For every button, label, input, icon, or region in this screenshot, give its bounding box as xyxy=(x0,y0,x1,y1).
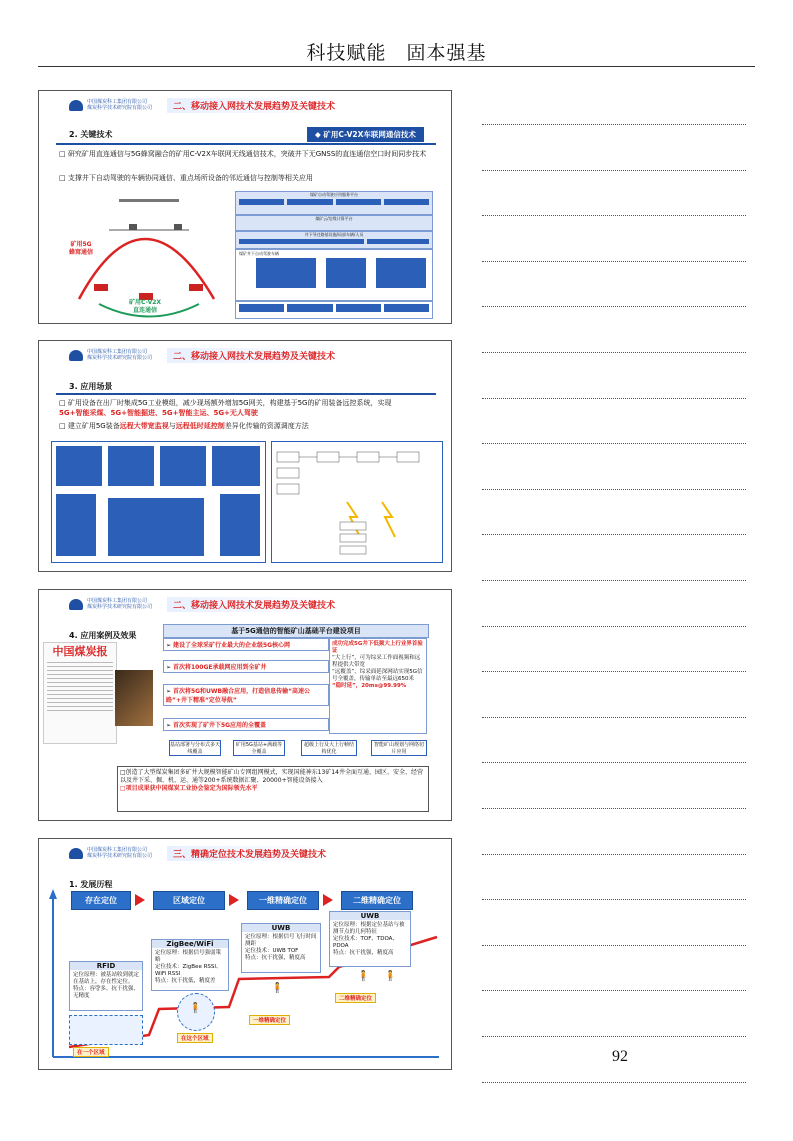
section-heading: 3. 应用场景 xyxy=(69,382,113,391)
bottom-box-3: 超级上行及大上行帧结构优化 xyxy=(301,740,357,756)
card-zigbee: ZigBee/WiFi 定位原理：根据信号强弱策略 定位技术：ZigBee RSSI、WiFi RSSI 特点：抗干扰低，精度差 xyxy=(151,939,229,991)
slide-title: 二、移动接入网技术发展趋势及关键技术 xyxy=(167,98,341,113)
bottom-box-4: 智能矿山规划与网络切片应用 xyxy=(371,740,427,756)
slide-3 xyxy=(38,589,452,821)
note-line xyxy=(482,580,746,581)
note-line xyxy=(482,306,746,307)
logo-name: 中国煤炭科工集团有限公司 xyxy=(87,99,148,105)
bottom-box-1: 基站部署与分布式多天线覆盖 xyxy=(170,742,221,755)
logo-subname: 煤炭科学技术研究院有限公司 xyxy=(87,853,153,859)
stage-4: 二维精确定位 xyxy=(341,891,413,910)
section-heading: 2. 关键技术 xyxy=(69,130,113,139)
note-line xyxy=(482,124,746,125)
stage-2: 区域定位 xyxy=(153,891,225,910)
arch-row-2: 煤矿云/边缘计算平台 xyxy=(235,215,433,231)
bullet-2: □ 建立矿用5G装备远程大带宽监视与远程低时延控制差异化传输的资源调度方法 xyxy=(59,422,309,430)
card-rfid: RFID 定位原理：被基站收到就定在基站上，存在性定位。 特点：容량多、抗干扰强、无精度 xyxy=(69,961,143,1011)
slide-title: 二、移动接入网技术发展趋势及关键技术 xyxy=(167,597,341,612)
logo-subname: 煤炭科学技术研究院有限公司 xyxy=(87,604,153,610)
arch-row-4: 煤矿井下自动驾驶车辆 xyxy=(235,249,433,301)
note-line xyxy=(482,398,746,399)
note-line xyxy=(482,899,746,900)
section-heading: 4. 应用案例及效果 xyxy=(69,631,137,640)
note-line xyxy=(482,626,746,627)
logo-name: 中国煤炭科工集团有限公司 xyxy=(87,598,148,604)
note-line xyxy=(482,489,746,490)
tag-3: 一维精确定位 xyxy=(249,1015,290,1025)
slide-logo xyxy=(69,598,152,610)
note-line xyxy=(482,352,746,353)
item-4: ➢ 首次实现了矿井下5G应用的全覆盖 xyxy=(163,718,329,731)
note-line xyxy=(482,990,746,991)
section-heading: 1. 发展历程 xyxy=(69,880,113,889)
bullet-1: □ 矿用设备在出厂时集成5G工业模组，减少现场额外增加5G网关，构建基于5G的矿用装备远控系统，实现 5G+智能采煤、5G+智能掘进、5G+智能主运、5G+无人驾驶 xyxy=(59,399,392,417)
note-line xyxy=(482,443,746,444)
item-2: ➢ 首次将100GE承载网应用到全矿井 xyxy=(163,660,329,673)
summary-box: □创造了大型煤炭集团多矿井大规模智能矿山专网组网模式，实现国能神东13矿14井全面互通、园区、安全、经营以及井下采、掘、机、运、通等200+系统数据汇聚、20000+智能设备接入 □项目成果获中国煤炭工业协会鉴定为国际领先水平 xyxy=(117,766,429,812)
logo-icon xyxy=(69,350,83,361)
system-diagram xyxy=(51,441,266,563)
slide-title: 三、精确定位技术发展趋势及关键技术 xyxy=(167,846,332,861)
bullet-2: □ 支撑井下自动驾驶的车辆协同通信、重点场所设备的邻近通信与控制等相关应用 xyxy=(59,174,313,182)
slide-1 xyxy=(38,90,452,324)
note-line xyxy=(482,671,746,672)
note-line xyxy=(482,717,746,718)
newspaper-masthead: 中国煤炭报 xyxy=(52,645,108,658)
slide-title: 二、移动接入网技术发展趋势及关键技术 xyxy=(167,348,341,363)
slide-4 xyxy=(38,838,452,1070)
logo-icon xyxy=(69,100,83,111)
note-line xyxy=(482,261,746,262)
divider xyxy=(56,143,436,145)
newspaper-clip xyxy=(43,642,117,744)
note-line xyxy=(482,534,746,535)
bullet-1: □ 研究矿用直连通信与5G蜂窝融合的矿用C-V2X车联网无线通信技术，突破井下无GNSS的直连通信空口时间同步技术 xyxy=(59,150,427,158)
note-line xyxy=(482,1082,746,1083)
card-uwb-2d: UWB 定位原理：根据定位基站与被测节点的几何特征 定位技术：TOF、TDOA、PDOA 特点：抗干扰强，精度高 xyxy=(329,911,411,967)
page-number: 92 xyxy=(612,1048,628,1065)
logo-name: 中国煤炭科工集团有限公司 xyxy=(87,349,148,355)
bottom-box-2: 矿用5G基站+满载等全覆盖 xyxy=(233,740,285,756)
note-line xyxy=(482,854,746,855)
tag-4: 二维精确定位 xyxy=(335,993,376,1003)
divider xyxy=(56,393,436,395)
person-icon: 🧍 xyxy=(357,971,370,982)
zone-rfid xyxy=(69,1015,143,1045)
right-panel: 成功完成5G井下低频大上行业界首验证 “大上行”，可为综采工作面视频和远程提供大带宽 “远覆盖”，综采面延深网站实现5G信号全覆盖，传输单站至最远650米 “稳时延”，20ms@99.99% xyxy=(329,638,427,734)
slide-logo xyxy=(69,99,152,111)
person-icon: 🧍 xyxy=(271,983,284,994)
header-rule xyxy=(38,66,755,67)
tag-2: 在这个区域 xyxy=(177,1033,213,1043)
item-1: ➢ 建设了全球采矿行业最大的企业级5G核心网 xyxy=(163,638,329,651)
note-line xyxy=(482,808,746,809)
logo-subname: 煤炭科学技术研究院有限公司 xyxy=(87,355,153,361)
arch-row-1: 煤矿自动驾驶应用服务平台 xyxy=(235,191,433,215)
mine-photo xyxy=(115,670,153,726)
note-line xyxy=(482,170,746,171)
project-title: 基于5G通信的智能矿山基础平台建设项目 xyxy=(163,624,429,638)
person-icon: 🧍 xyxy=(384,971,397,982)
person-icon: 🧍 xyxy=(189,1003,202,1014)
tag-1: 在一个区域 xyxy=(73,1047,109,1057)
stage-1: 存在定位 xyxy=(71,891,131,910)
item-3: ➢ 首次将5G和UWB融合应用，打造信息传输“高速公路”+井下精准“定位导航” xyxy=(163,684,329,706)
direct-label: 矿用C-V2X 直连通信 xyxy=(129,299,162,314)
slide-2 xyxy=(38,340,452,572)
logo-name: 中国煤炭科工集团有限公司 xyxy=(87,847,148,853)
arch-row-5 xyxy=(235,301,433,319)
logo-subname: 煤炭科学技术研究院有限公司 xyxy=(87,105,153,111)
header-title: 科技赋能 固本强基 xyxy=(306,42,487,64)
tech-tag: ◆ 矿用C-V2X车联网通信技术 xyxy=(307,127,424,142)
note-line xyxy=(482,215,746,216)
stage-3: 一维精确定位 xyxy=(247,891,319,910)
note-line xyxy=(482,945,746,946)
slide-logo xyxy=(69,349,152,361)
note-line xyxy=(482,1036,746,1037)
network-flow-diagram xyxy=(271,441,443,563)
logo-icon xyxy=(69,599,83,610)
arch-row-3: 井下导迁路基设施/局部车辆/人员 xyxy=(235,231,433,249)
card-uwb-1d: UWB 定位原理：根据信号飞行时间测距 定位技术：UWB TOF 特点：抗干扰强，精度高 xyxy=(241,923,321,973)
cellular-label: 矿用5G 蜂窝通信 xyxy=(69,241,94,256)
note-line xyxy=(482,762,746,763)
